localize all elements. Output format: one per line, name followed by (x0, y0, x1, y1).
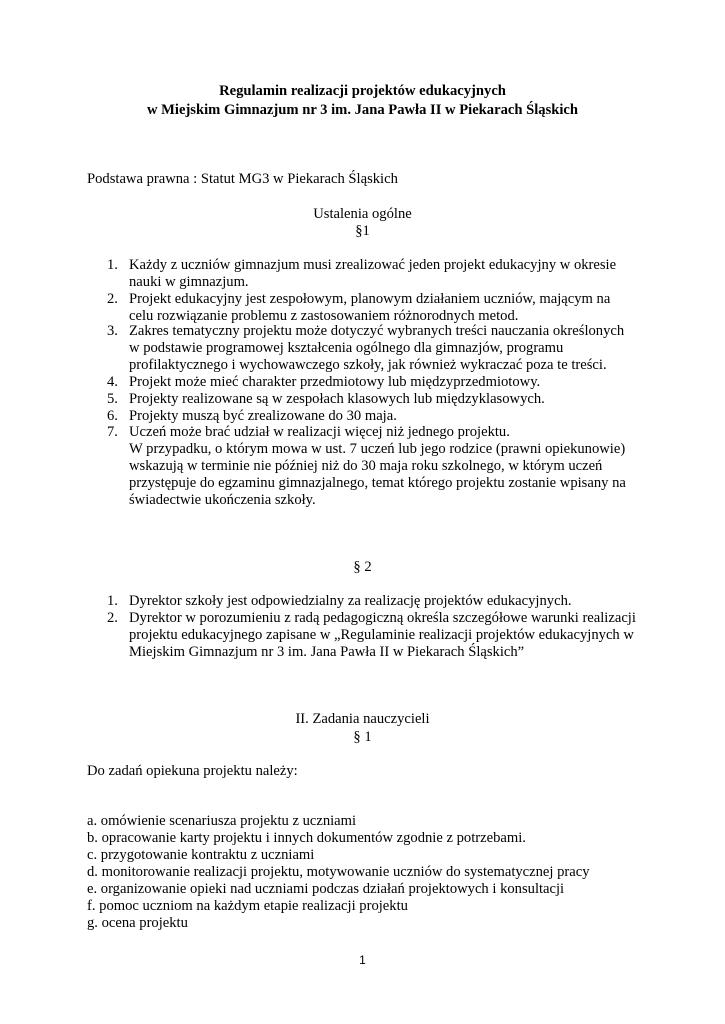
list-number: 7. (107, 424, 118, 440)
section-paragraph-3: § 1 (353, 729, 372, 745)
list-item-line: Uczeń może brać udział w realizacji więcej niż jednego projektu. (129, 424, 510, 440)
list-item-line: Projekt może mieć charakter przedmiotowy lub międzyprzedmiotowy. (129, 374, 541, 390)
list-number: 1. (107, 257, 118, 273)
legal-basis: Podstawa prawna : Statut MG3 w Piekarach Śląskich (87, 171, 398, 187)
page-number: 1 (359, 953, 366, 967)
list-number: 5. (107, 391, 118, 407)
document-title-line-1: Regulamin realizacji projektów edukacyjnych (219, 83, 506, 99)
list-item-line: Zakres tematyczny projektu może dotyczyć wybranych treści nauczania określonych (129, 323, 625, 339)
duty-item: a. omówienie scenariusza projektu z uczniami (87, 813, 357, 829)
list-item-line: wskazują w terminie nie później niż do 30 maja roku szkolnego, w którym uczeń (129, 458, 603, 474)
list-number: 4. (107, 374, 118, 390)
duty-item: e. organizowanie opieki nad uczniami podczas działań projektowych i konsultacji (87, 881, 565, 897)
list-item-line: projektu edukacyjnego zapisane w „Regulaminie realizacji projektów edukacyjnych w (129, 627, 634, 643)
duty-item: d. monitorowanie realizacji projektu, motywowanie uczniów do systematycznej pracy (87, 864, 590, 880)
list-item-line: Projekt edukacyjny jest zespołowym, planowym działaniem uczniów, mającym na (129, 291, 611, 307)
list-item-line: Projekty realizowane są w zespołach klasowych lub międzyklasowych. (129, 391, 545, 407)
list-item-line: Projekty muszą być zrealizowane do 30 maja. (129, 408, 397, 424)
list-item-line: Każdy z uczniów gimnazjum musi zrealizować jeden projekt edukacyjny w okresie (129, 257, 617, 273)
duties-intro: Do zadań opiekuna projektu należy: (87, 763, 298, 779)
section-heading-teacher-tasks: II. Zadania nauczycieli (295, 711, 430, 727)
duty-item: b. opracowanie karty projektu i innych dokumentów zgodnie z potrzebami. (87, 830, 526, 846)
list-item-line: profilaktycznego i wychowawczego szkoły, jak również wykraczać poza te treści. (129, 357, 607, 373)
duty-item: g. ocena projektu (87, 915, 188, 931)
list-item-line: celu rozwiązanie problemu z zastosowaniem różnorodnych metod. (129, 308, 519, 324)
section-paragraph-1: §1 (355, 223, 370, 239)
duty-item: f. pomoc uczniom na każdym etapie realizacji projektu (87, 898, 408, 914)
list-item-line: Dyrektor w porozumieniu z radą pedagogiczną określa szczegółowe warunki realizacji (129, 610, 636, 626)
list-number: 3. (107, 323, 118, 339)
list-item-line: nauki w gimnazjum. (129, 274, 249, 290)
document-title-line-2: w Miejskim Gimnazjum nr 3 im. Jana Pawła II w Piekarach Śląskich (146, 102, 579, 118)
list-number: 2. (107, 610, 118, 626)
section-heading-general: Ustalenia ogólne (313, 206, 412, 222)
list-item-line: Miejskim Gimnazjum nr 3 im. Jana Pawła II w Piekarach Śląskich” (129, 644, 525, 660)
list-number: 2. (107, 291, 118, 307)
list-item-line: Dyrektor szkoły jest odpowiedzialny za realizację projektów edukacyjnych. (129, 593, 572, 609)
list-number: 1. (107, 593, 118, 609)
list-item-line: W przypadku, o którym mowa w ust. 7 uczeń lub jego rodzice (prawni opiekunowie) (129, 441, 626, 457)
duty-item: c. przygotowanie kontraktu z uczniami (87, 847, 315, 863)
list-item-line: przystępuje do egzaminu gimnazjalnego, temat którego projektu zostanie wpisany na (129, 475, 626, 491)
list-item-line: w podstawie programowej kształcenia ogólnego dla gimnazjów, programu (129, 340, 564, 356)
list-number: 6. (107, 408, 118, 424)
list-item-line: świadectwie ukończenia szkoły. (129, 492, 316, 508)
section-paragraph-2: § 2 (353, 559, 372, 575)
